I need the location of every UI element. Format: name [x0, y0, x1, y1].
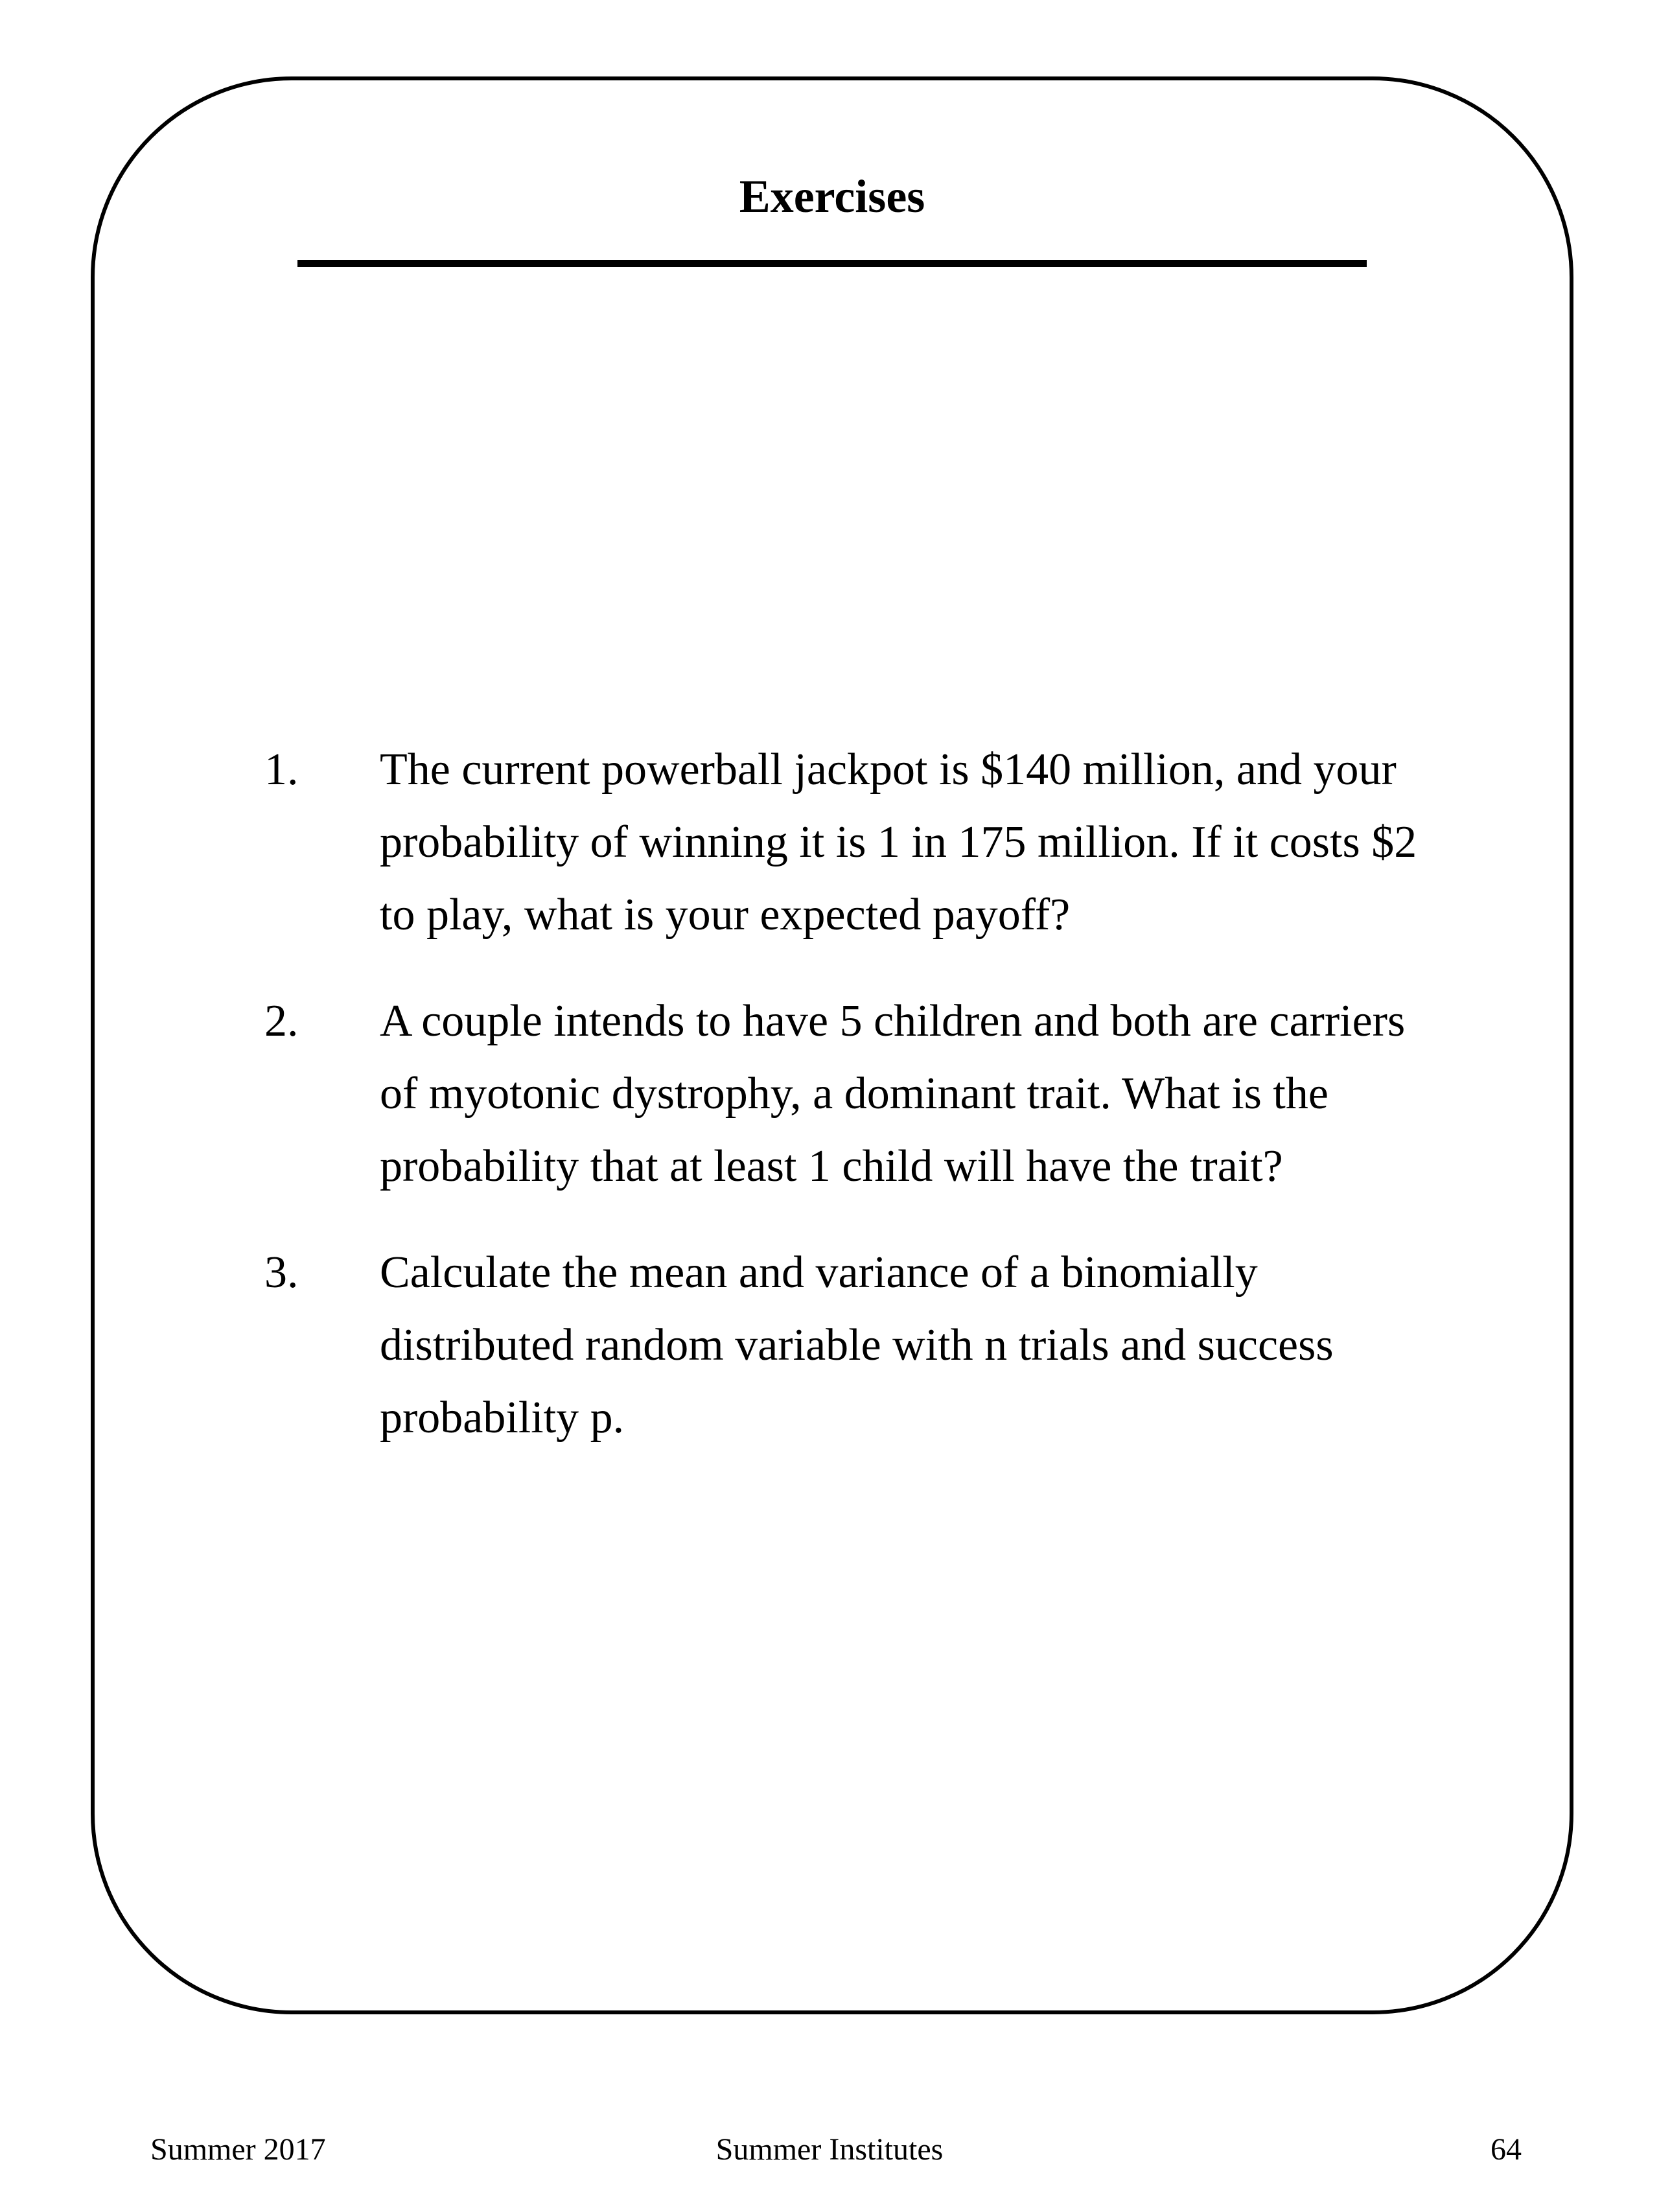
footer: [0, 2130, 1659, 2169]
exercise-number: 2.: [264, 996, 299, 1047]
exercise-number: 1.: [264, 745, 299, 795]
footer-date: Summer 2017: [150, 2132, 326, 2167]
slide-card: [91, 76, 1573, 2014]
footer-page-number: 64: [1491, 2132, 1522, 2167]
exercise-text: The current powerball jackpot is $140 million, and your probability of winning it is 1 in 175 million. If it costs $2 to play, what is your expected payoff?: [380, 745, 1417, 940]
exercise-number: 3.: [264, 1248, 299, 1298]
exercise-item: [264, 734, 1459, 951]
exercise-text: A couple intends to have 5 children and both are carriers of myotonic dystrophy, a dominant trait. What is the probability that at least 1 child will have the trait?: [380, 996, 1406, 1192]
exercise-item: [264, 1237, 1459, 1454]
slide-title: Exercises: [739, 170, 925, 222]
exercise-list: [264, 734, 1459, 1454]
title-underline: [297, 260, 1367, 267]
exercise-text: Calculate the mean and variance of a binomially distributed random variable with n trials and success probability p.: [380, 1248, 1334, 1443]
footer-center-label: Summer Institutes: [715, 2132, 944, 2167]
exercise-item: [264, 985, 1459, 1203]
